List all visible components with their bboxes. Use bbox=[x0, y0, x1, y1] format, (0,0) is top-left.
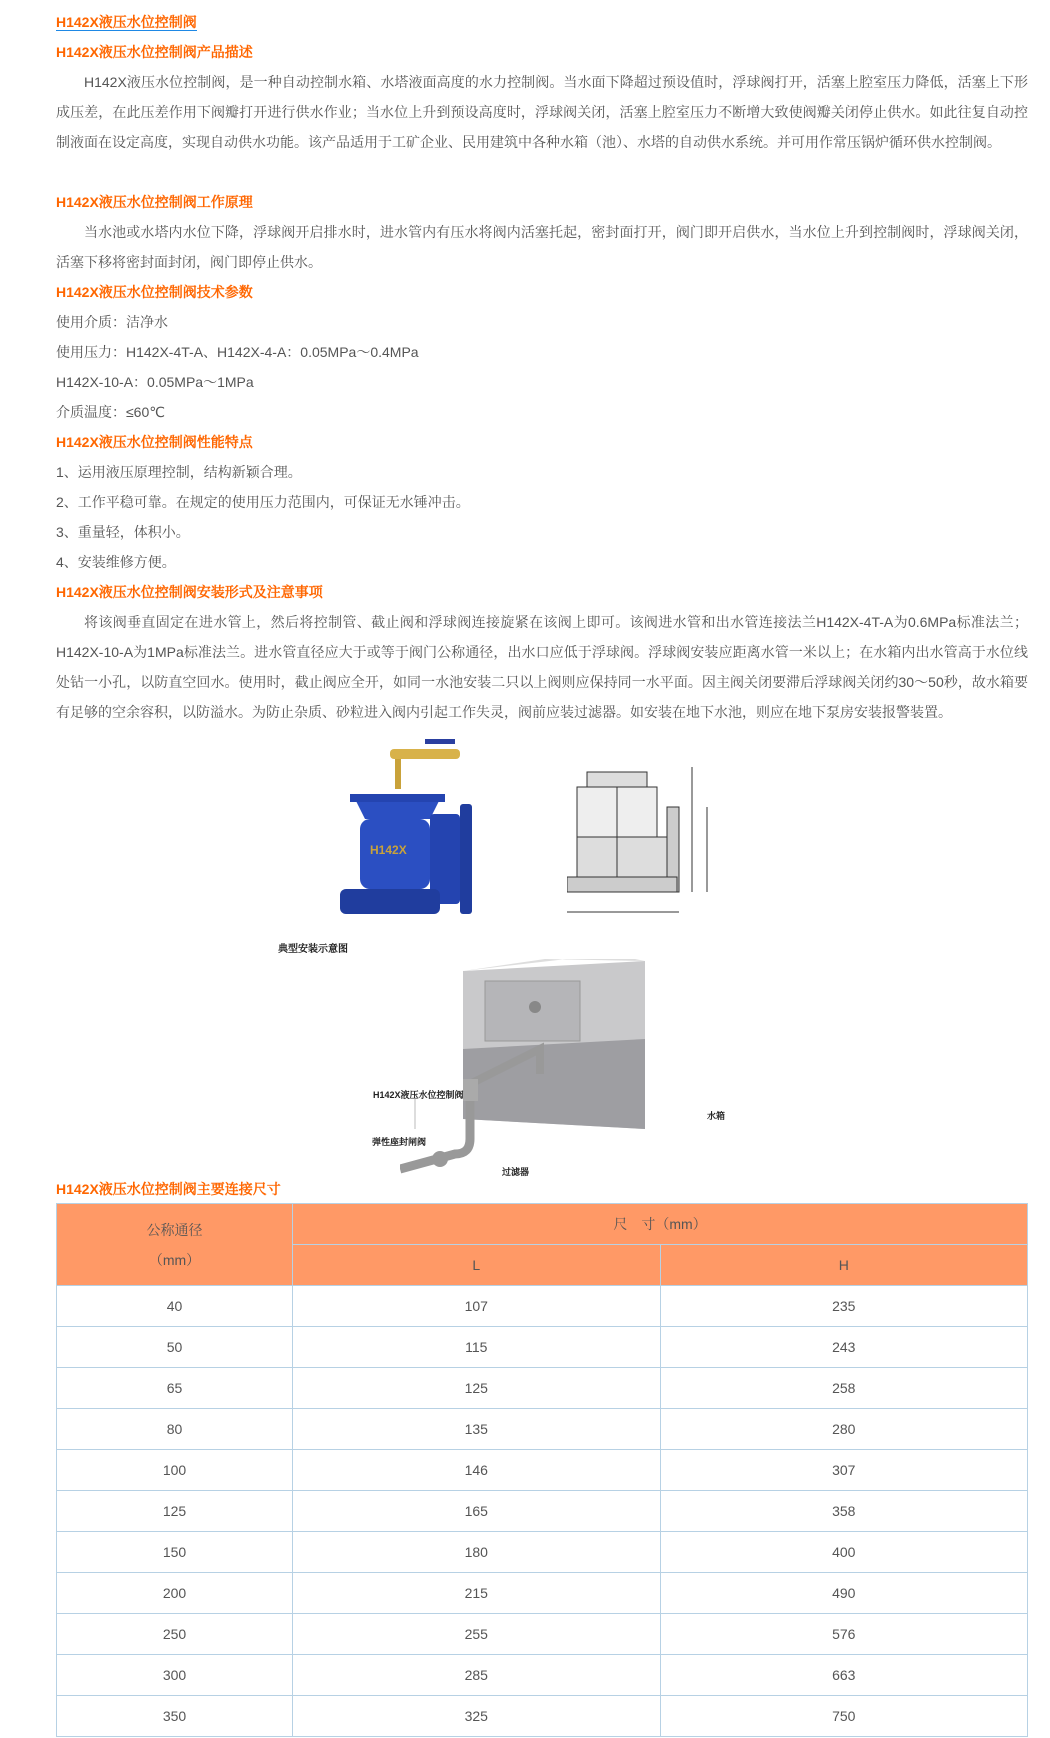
cell-L: 125 bbox=[293, 1368, 661, 1409]
cell-L: 115 bbox=[293, 1327, 661, 1368]
cell-dn: 200 bbox=[57, 1573, 293, 1614]
cell-dn: 40 bbox=[57, 1286, 293, 1327]
table-body bbox=[57, 1286, 1028, 1737]
cell-H: 576 bbox=[660, 1614, 1028, 1655]
param-line: 使用介质：洁净水 bbox=[56, 314, 168, 330]
cell-L: 165 bbox=[293, 1491, 661, 1532]
table-row bbox=[57, 1614, 1028, 1655]
header-H: H bbox=[660, 1245, 1028, 1286]
cell-H: 280 bbox=[660, 1409, 1028, 1450]
section-heading-dimensions: H142X液压水位控制阀主要连接尺寸 bbox=[56, 1181, 281, 1197]
header-nominal-diameter bbox=[57, 1204, 293, 1286]
cell-dn: 250 bbox=[57, 1614, 293, 1655]
section-heading-install: H142X液压水位控制阀安装形式及注意事项 bbox=[56, 584, 323, 600]
installation-diagram bbox=[400, 959, 730, 1179]
diagram-title: 典型安装示意图 bbox=[278, 944, 348, 955]
install-paragraph: 将该阀垂直固定在进水管上，然后将控制管、截止阀和浮球阀连接旋紧在该阀上即可。该阀进水管和出水管连接法兰H142X-4T-A为0.6MPa标准法兰；H142X-10-A为1MPa标准法兰。进水管直径应大于或等于阀门公称通径，出水口应低于浮球阀。浮球阀安装应距离水管一米以上；在水箱内出水管高于水位线处钻一小孔，以防直空回水。使用时，截止阀应全开，如同一水池安装二只以上阀则应保持同一水平面。因主阀关闭要滞后浮球阀关闭约30～50秒，故水箱要有足够的空余容积，以防溢水。为防止杂质、砂粒进入阀内引起工作失灵，阀前应装过滤器。如安装在地下水池，则应在地下泵房安装报警装置。 bbox=[56, 614, 1028, 720]
cell-dn: 150 bbox=[57, 1532, 293, 1573]
cell-dn: 300 bbox=[57, 1655, 293, 1696]
feature-line: 3、重量轻，体积小。 bbox=[56, 524, 190, 540]
feature-line: 2、工作平稳可靠。在规定的使用压力范围内，可保证无水锤冲击。 bbox=[56, 494, 470, 510]
table-row bbox=[57, 1368, 1028, 1409]
valve-label: H142X液压水位控制阀 bbox=[373, 1090, 464, 1100]
cell-H: 750 bbox=[660, 1696, 1028, 1737]
table-row bbox=[57, 1491, 1028, 1532]
cell-L: 107 bbox=[293, 1286, 661, 1327]
header-size: 尺 寸（mm） bbox=[293, 1204, 1028, 1245]
param-line: 介质温度：≤60℃ bbox=[56, 404, 165, 420]
cell-H: 243 bbox=[660, 1327, 1028, 1368]
table-row bbox=[57, 1409, 1028, 1450]
cell-L: 146 bbox=[293, 1450, 661, 1491]
description-paragraph: H142X液压水位控制阀，是一种自动控制水箱、水塔液面高度的水力控制阀。当水面下降超过预设值时，浮球阀打开，活塞上腔室压力降低，活塞上下形成压差，在此压差作用下阀瓣打开进行供水作业；当水位上升到预设高度时，浮球阀关闭，活塞上腔室压力不断增大致使阀瓣关闭停止供水。如此往复自动控制液面在设定高度，实现自动供水功能。该产品适用于工矿企业、民用建筑中各种水箱（池）、水塔的自动供水系统。并可用作常压锅炉循环供水控制阀。 bbox=[56, 74, 1028, 150]
feature-line: 1、运用液压原理控制，结构新颖合理。 bbox=[56, 464, 302, 480]
cell-dn: 125 bbox=[57, 1491, 293, 1532]
cell-dn: 350 bbox=[57, 1696, 293, 1737]
cell-H: 490 bbox=[660, 1573, 1028, 1614]
dimensions-table bbox=[56, 1203, 1028, 1737]
cell-L: 325 bbox=[293, 1696, 661, 1737]
cell-L: 285 bbox=[293, 1655, 661, 1696]
tank-label: 水箱 bbox=[707, 1111, 726, 1121]
principle-paragraph: 当水池或水塔内水位下降，浮球阀开启排水时，进水管内有压水将阀内活塞托起，密封面打开，阀门即开启供水，当水位上升到控制阀时，浮球阀关闭，活塞下移将密封面封闭，阀门即停止供水。 bbox=[56, 224, 1028, 270]
filter-label: 过滤器 bbox=[502, 1167, 530, 1177]
header-dn-label: 公称通径 bbox=[146, 1221, 203, 1238]
cell-H: 663 bbox=[660, 1655, 1028, 1696]
cell-H: 258 bbox=[660, 1368, 1028, 1409]
cell-L: 215 bbox=[293, 1573, 661, 1614]
figures bbox=[0, 739, 1050, 1179]
cell-H: 358 bbox=[660, 1491, 1028, 1532]
table-row bbox=[57, 1655, 1028, 1696]
section-heading-features: H142X液压水位控制阀性能特点 bbox=[56, 434, 253, 450]
table-row bbox=[57, 1573, 1028, 1614]
cell-L: 180 bbox=[293, 1532, 661, 1573]
table-row bbox=[57, 1286, 1028, 1327]
table-row bbox=[57, 1696, 1028, 1737]
header-L: L bbox=[293, 1245, 661, 1286]
table-row bbox=[57, 1327, 1028, 1368]
valve-photo bbox=[335, 739, 475, 924]
table-row bbox=[57, 1450, 1028, 1491]
section-heading-params: H142X液压水位控制阀技术参数 bbox=[56, 284, 253, 300]
valve-section-drawing bbox=[567, 767, 717, 922]
cell-dn: 65 bbox=[57, 1368, 293, 1409]
param-line: 使用压力：H142X-4T-A、H142X-4-A：0.05MPa～0.4MPa bbox=[56, 344, 419, 360]
valve-marking: H142X bbox=[370, 843, 407, 857]
cell-L: 255 bbox=[293, 1614, 661, 1655]
section-heading-principle: H142X液压水位控制阀工作原理 bbox=[56, 194, 253, 210]
cell-H: 307 bbox=[660, 1450, 1028, 1491]
cell-dn: 100 bbox=[57, 1450, 293, 1491]
cell-L: 135 bbox=[293, 1409, 661, 1450]
article bbox=[56, 7, 1028, 727]
feature-line: 4、安装维修方便。 bbox=[56, 554, 176, 570]
cell-dn: 50 bbox=[57, 1327, 293, 1368]
cell-H: 400 bbox=[660, 1532, 1028, 1573]
param-line: H142X-10-A：0.05MPa～1MPa bbox=[56, 374, 254, 390]
gate-valve-label: 弹性座封闸阀 bbox=[372, 1137, 427, 1147]
cell-dn: 80 bbox=[57, 1409, 293, 1450]
header-dn-unit: （mm） bbox=[148, 1251, 201, 1268]
section-heading-description: H142X液压水位控制阀产品描述 bbox=[56, 44, 253, 60]
cell-H: 235 bbox=[660, 1286, 1028, 1327]
page-title[interactable]: H142X液压水位控制阀 bbox=[56, 14, 197, 30]
table-row bbox=[57, 1532, 1028, 1573]
